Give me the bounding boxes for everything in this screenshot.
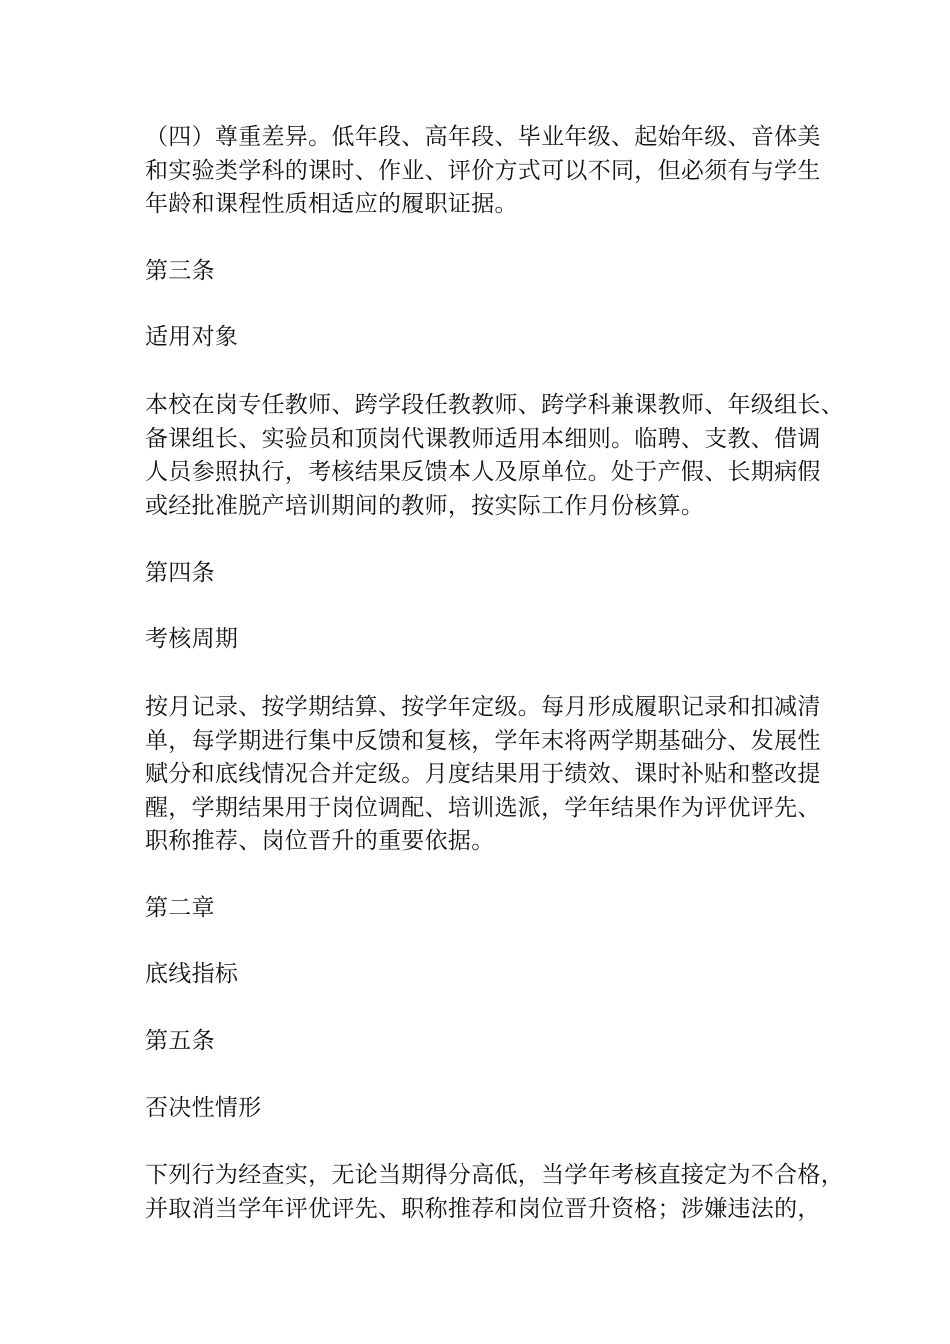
article-4-title: 考核周期 bbox=[145, 626, 239, 652]
text-line: 并取消当学年评优评先、职称推荐和岗位晋升资格；涉嫌违法的， bbox=[145, 1195, 821, 1222]
text-line: 年龄和课程性质相适应的履职证据。 bbox=[145, 191, 518, 217]
text-line: 和实验类学科的课时、作业、评价方式可以不同，但必须有与学生 bbox=[145, 157, 821, 184]
text-line: 人员参照执行，考核结果反馈本人及原单位。处于产假、长期病假 bbox=[145, 459, 821, 485]
article-5-number: 第五条 bbox=[145, 1028, 215, 1054]
text-line: 职称推荐、岗位晋升的重要依据。 bbox=[145, 828, 495, 854]
article-3-body bbox=[145, 389, 844, 523]
text-line: 或经批准脱产培训期间的教师，按实际工作月份核算。 bbox=[145, 492, 705, 519]
article-3-title: 适用对象 bbox=[145, 324, 239, 350]
article-4-number: 第四条 bbox=[145, 560, 215, 586]
article-5-title: 否决性情形 bbox=[145, 1095, 262, 1121]
text-line: 按月记录、按学期结算、按学年定级。每月形成履职记录和扣减清 bbox=[145, 694, 821, 720]
chapter-2-number: 第二章 bbox=[145, 895, 215, 921]
article-4-body bbox=[145, 691, 821, 859]
text-line: 本校在岗专任教师、跨学段任教教师、跨学科兼课教师、年级组长、 bbox=[145, 392, 844, 418]
article-3-number: 第三条 bbox=[145, 258, 215, 284]
paragraph-respect-differences bbox=[145, 121, 821, 222]
text-line: 醒，学期结果用于岗位调配、培训选派，学年结果作为评优评先、 bbox=[145, 794, 821, 821]
text-line: 单，每学期进行集中反馈和复核，学年末将两学期基础分、发展性 bbox=[145, 727, 821, 754]
text-line: 下列行为经查实，无论当期得分高低，当学年考核直接定为不合格， bbox=[145, 1162, 844, 1188]
text-line: （四）尊重差异。低年段、高年段、毕业年级、起始年级、音体美 bbox=[145, 124, 821, 150]
chapter-2-title: 底线指标 bbox=[145, 961, 239, 987]
text-line: 备课组长、实验员和顶岗代课教师适用本细则。临聘、支教、借调 bbox=[145, 425, 821, 452]
article-5-body bbox=[145, 1159, 844, 1226]
text-line: 赋分和底线情况合并定级。月度结果用于绩效、课时补贴和整改提 bbox=[145, 761, 821, 787]
